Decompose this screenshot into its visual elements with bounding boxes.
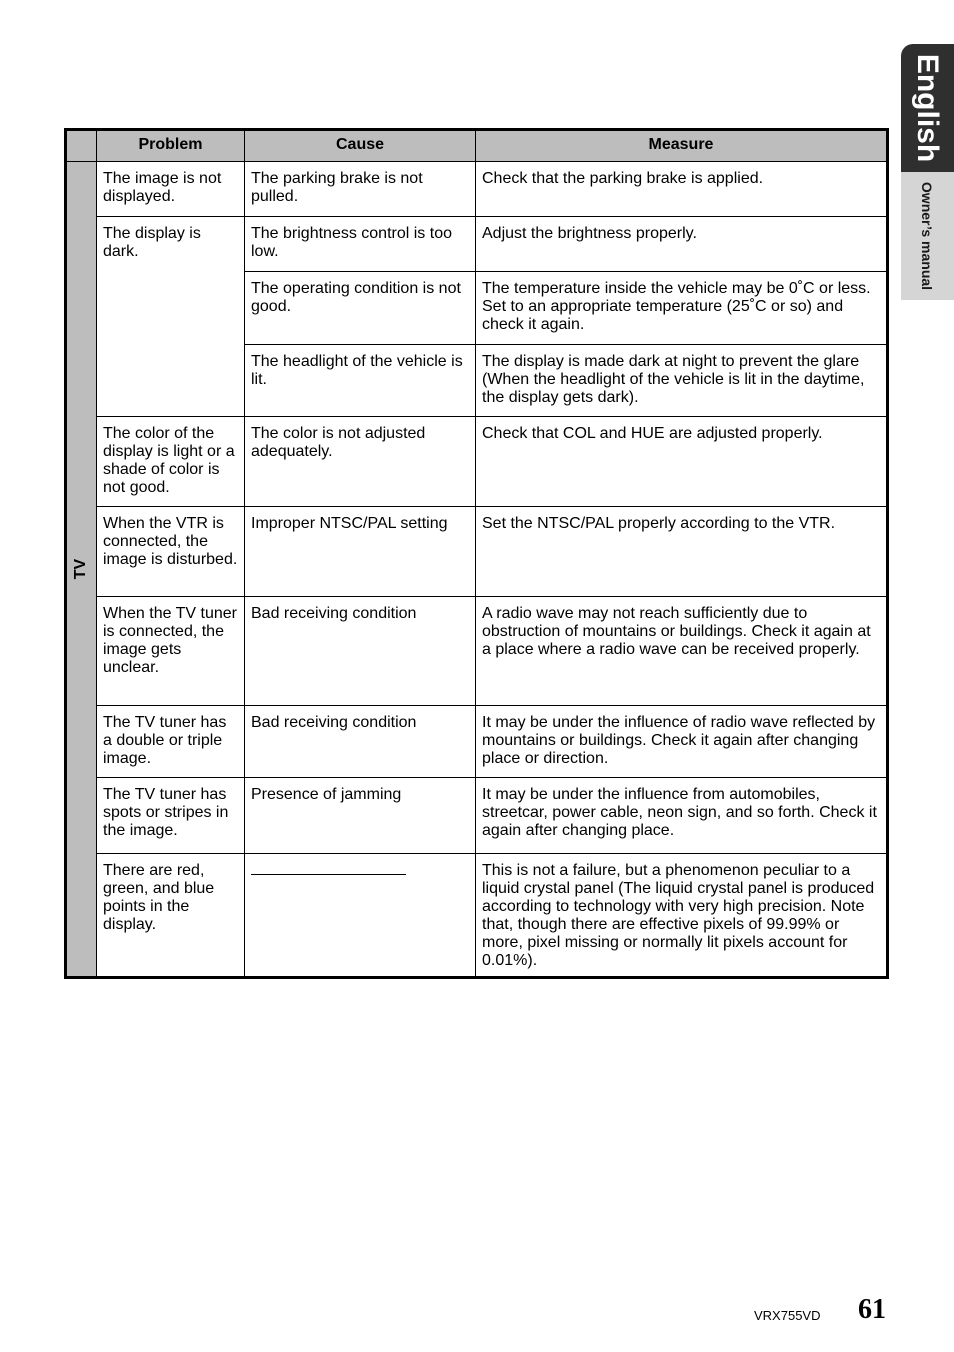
language-label: English [911, 53, 945, 163]
table-row [66, 417, 888, 507]
problem-cell: The TV tuner has spots or stripes in the image. [97, 778, 245, 854]
measure-cell: The display is made dark at night to prevent the glare (When the headlight of the vehicle is lit in the daytime, the display gets dark). [476, 345, 888, 417]
cause-cell: The brightness control is too low. [245, 217, 476, 272]
problem-cell: There are red, green, and blue points in the display. [97, 854, 245, 978]
no-cause-line [251, 874, 406, 875]
measure-cell: A radio wave may not reach sufficiently due to obstruction of mountains or buildings. Check it again at a place where a radio wave can be received properly. [476, 597, 888, 706]
cause-cell: The headlight of the vehicle is lit. [245, 345, 476, 417]
cause-cell-empty [245, 854, 476, 978]
measure-cell: Check that COL and HUE are adjusted properly. [476, 417, 888, 507]
problem-cell: The color of the display is light or a shade of color is not good. [97, 417, 245, 507]
table-row [66, 597, 888, 706]
measure-cell: Set the NTSC/PAL properly according to the VTR. [476, 507, 888, 597]
header-measure: Measure [476, 130, 888, 162]
manual-label-box [901, 172, 954, 300]
language-label-box [901, 44, 954, 172]
cause-cell: Bad receiving condition [245, 597, 476, 706]
header-category-cell [66, 130, 97, 162]
cause-cell: Presence of jamming [245, 778, 476, 854]
header-problem: Problem [97, 130, 245, 162]
troubleshooting-table [64, 128, 889, 979]
problem-cell: When the TV tuner is connected, the image gets unclear. [97, 597, 245, 706]
table-row [66, 162, 888, 217]
cause-cell: The operating condition is not good. [245, 272, 476, 345]
table-row [66, 706, 888, 778]
table-row [66, 217, 888, 272]
problem-cell: When the VTR is connected, the image is disturbed. [97, 507, 245, 597]
measure-cell: Check that the parking brake is applied. [476, 162, 888, 217]
measure-cell: This is not a failure, but a phenomenon peculiar to a liquid crystal panel (The liquid crystal panel is produced according to technology with very high precision. Note that, though there are effective pixels of 99.99% or more, pixel missing or normally lit pixels account for 0.01%). [476, 854, 888, 978]
model-number: VRX755VD [754, 1308, 821, 1323]
cause-cell: The color is not adjusted adequately. [245, 417, 476, 507]
table-header-row [66, 130, 888, 162]
page-number: 61 [858, 1294, 886, 1325]
category-label: TV [72, 558, 90, 580]
measure-cell: Adjust the brightness properly. [476, 217, 888, 272]
language-tab [901, 44, 954, 300]
cause-cell: Bad receiving condition [245, 706, 476, 778]
measure-cell: It may be under the influence of radio wave reflected by mountains or buildings. Check it again after changing place or direction. [476, 706, 888, 778]
table-row [66, 507, 888, 597]
manual-label: Owner’s manual [919, 181, 936, 291]
table-row [66, 854, 888, 978]
header-cause: Cause [245, 130, 476, 162]
cause-cell: Improper NTSC/PAL setting [245, 507, 476, 597]
problem-cell: The TV tuner has a double or triple image. [97, 706, 245, 778]
table-row [66, 778, 888, 854]
measure-cell: The temperature inside the vehicle may be 0˚C or less. Set to an appropriate temperature (25˚C or so) and check it again. [476, 272, 888, 345]
measure-cell: It may be under the influence from automobiles, streetcar, power cable, neon sign, and so forth. Check it again after changing place. [476, 778, 888, 854]
problem-cell: The image is not displayed. [97, 162, 245, 217]
category-cell [66, 162, 97, 978]
problem-cell: The display is dark. [97, 217, 245, 417]
cause-cell: The parking brake is not pulled. [245, 162, 476, 217]
